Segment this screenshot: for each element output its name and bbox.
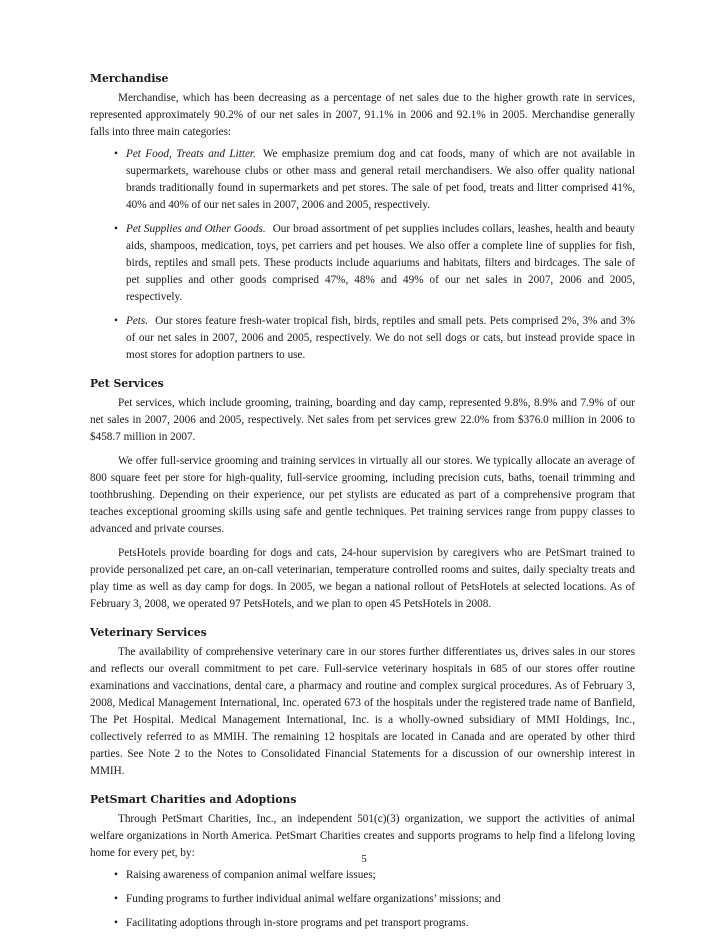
veterinary-section bbox=[90, 624, 635, 780]
document-page bbox=[90, 70, 635, 943]
pet-services-paragraph: Pet services, which include grooming, training, boarding and day camp, represented 9.8%, 8.9% and 7.9% of our net sales in 2007, 2006 and 2005, respectively. Net sales from pet services grew 22.0% from $376.0 million in 2006 to $458.7 million in 2007. bbox=[90, 397, 635, 443]
page-number: 5 bbox=[361, 853, 367, 865]
item-lead: Pets. bbox=[126, 315, 149, 327]
pet-services-paragraph: We offer full-service grooming and training services in virtually all our stores. We typically allocate an average of 800 square feet per store for high-quality, full-service grooming, including precision cuts, baths, toenail trimming and toothbrushing. Depending on their experience, our pet stylists are educated as part of a comprehensive program that teaches exceptional grooming skills using safe and gentle techniques. Pet training services range from puppy classes to advanced and private courses. bbox=[90, 455, 635, 535]
pet-services-paragraph: PetsHotels provide boarding for dogs and cats, 24-hour supervision by caregivers who are PetSmart trained to provide personalized pet care, an on-call veterinarian, temperature controlled rooms and suites, daily specialty treats and play time as well as day camp for dogs. In 2005, we began a national rollout of PetsHotels at selected locations. As of February 3, 2008, we operated 97 PetsHotels, and we plan to open 45 PetsHotels in 2008. bbox=[90, 547, 635, 610]
item-lead: Pet Supplies and Other Goods. bbox=[126, 223, 266, 235]
bullet-icon: • bbox=[114, 148, 118, 160]
charities-list bbox=[90, 867, 635, 932]
item-text: Our broad assortment of pet supplies includes collars, leashes, health and beauty aids, shampoos, medication, toys, pet carriers and pet houses. We also offer a complete line of supplies for fish, birds, reptiles and small pets. These products include aquariums and habitats, filters and birdcages. The sale of pet supplies and other goods comprised 47%, 48% and 49% of our net sales in 2007, 2006 and 2005, respectively. bbox=[126, 223, 635, 303]
pet-services-section bbox=[90, 375, 635, 613]
item-text: We emphasize premium dog and cat foods, many of which are not available in supermarkets, warehouse clubs or other mass and general retail merchandisers. We also offer quality national brands traditionally found in supermarkets and pet stores. The sale of pet food, treats and litter comprised 41%, 40% and 40% of our net sales in 2007, 2006 and 2005, respectively. bbox=[126, 148, 635, 211]
list-item bbox=[90, 313, 635, 364]
merchandise-intro: Merchandise, which has been decreasing as a percentage of net sales due to the higher growth rate in services, represented approximately 90.2% of our net sales in 2007, 91.1% in 2006 and 92.1% in 2005. Merchandise generally falls into three main categories: bbox=[90, 92, 635, 138]
merchandise-heading: Merchandise bbox=[90, 72, 169, 85]
item-text: Facilitating adoptions through in-store programs and pet transport programs. bbox=[126, 917, 469, 929]
list-item bbox=[90, 146, 635, 214]
veterinary-heading: Veterinary Services bbox=[90, 626, 207, 639]
list-item bbox=[90, 891, 635, 908]
bullet-icon: • bbox=[114, 223, 118, 235]
veterinary-paragraph: The availability of comprehensive veterinary care in our stores further differentiates us, drives sales in our stores and reflects our overall commitment to pet care. Full-service veterinary hospitals in 685 of our stores offer routine examinations and vaccinations, dental care, a pharmacy and routine and complex surgical procedures. As of February 3, 2008, Medical Management International, Inc. operated 673 of the hospitals under the registered trade name of Banfield, The Pet Hospital. Medical Management International, Inc. is a wholly-owned subsidiary of MMI Holdings, Inc., collectively referred to as MMIH. The remaining 12 hospitals are located in Canada and are operated by other third parties. See Note 2 to the Notes to Consolidated Financial Statements for a discussion of our ownership interest in MMIH. bbox=[90, 646, 635, 777]
list-item bbox=[90, 221, 635, 306]
item-lead: Pet Food, Treats and Litter. bbox=[126, 148, 256, 160]
item-text: Funding programs to further individual animal welfare organizations’ missions; and bbox=[126, 893, 501, 905]
bullet-icon: • bbox=[114, 315, 118, 327]
list-item bbox=[90, 915, 635, 932]
bullet-icon: • bbox=[114, 917, 118, 929]
bullet-icon: • bbox=[114, 893, 118, 905]
charities-paragraph: Through PetSmart Charities, Inc., an independent 501(c)(3) organization, we support the activities of animal welfare organizations in North America. PetSmart Charities creates and supports programs to help find a lifelong loving home for every pet, by: bbox=[90, 813, 635, 859]
pet-services-heading: Pet Services bbox=[90, 377, 164, 390]
list-item bbox=[90, 867, 635, 884]
bullet-icon: • bbox=[114, 869, 118, 881]
charities-heading: PetSmart Charities and Adoptions bbox=[90, 793, 297, 806]
item-text: Raising awareness of companion animal welfare issues; bbox=[126, 869, 376, 881]
merchandise-section bbox=[90, 70, 635, 364]
item-text: Our stores feature fresh-water tropical fish, birds, reptiles and small pets. Pets comprised 2%, 3% and 3% of our net sales in 2007, 2006 and 2005, respectively. We do not sell dogs or cats, but instead provide space in most stores for adoption partners to use. bbox=[126, 315, 635, 361]
merchandise-list bbox=[90, 146, 635, 364]
